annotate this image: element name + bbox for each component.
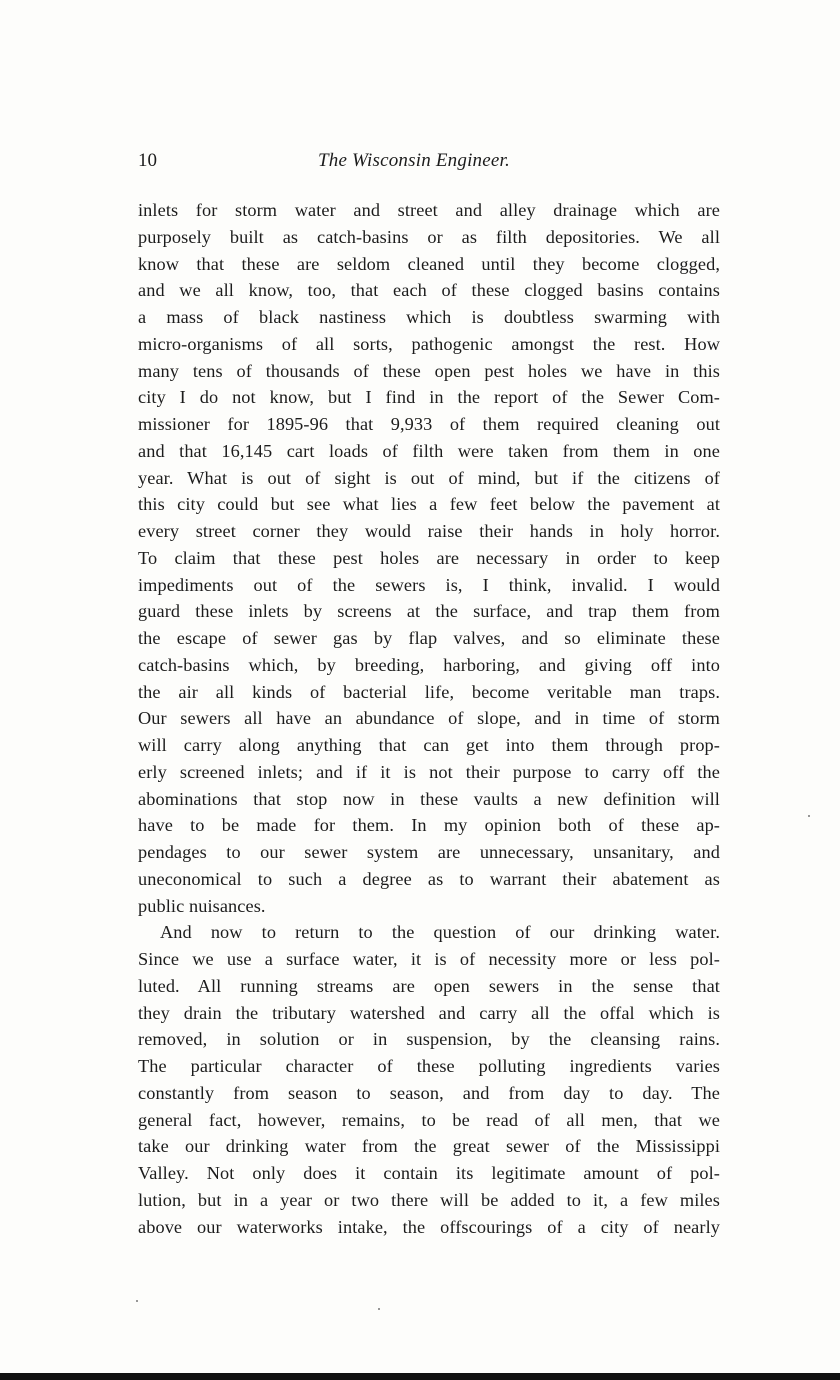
text-line: lution, but in a year or two there will be added to it, a few miles	[138, 1189, 720, 1210]
text-line: micro-organisms of all sorts, pathogenic amongst the rest. How	[138, 333, 720, 354]
text-line: guard these inlets by screens at the surface, and trap them from	[138, 601, 720, 622]
text-line: will carry along anything that can get into them through prop-	[138, 735, 720, 755]
text-line: above our waterworks intake, the offscourings of a city of nearly	[138, 1216, 720, 1237]
text-line: Valley. Not only does it contain its legitimate amount of pol-	[138, 1163, 720, 1183]
text-line: inlets for storm water and street and alley drainage which are	[138, 200, 720, 220]
text-line: the air all kinds of bacterial life, become veritable man traps.	[138, 681, 720, 702]
text-line: year. What is out of sight is out of mind, but if the citizens of	[138, 467, 720, 488]
text-line: Our sewers all have an abundance of slope, and in time of storm	[138, 708, 720, 729]
page-number: 10	[138, 150, 157, 171]
text-line: a mass of black nastiness which is doubtless swarming with	[138, 307, 720, 327]
text-line: and that 16,145 cart loads of filth were taken from them in one	[138, 440, 720, 461]
text-line: this city could but see what lies a few feet below the pavement at	[138, 494, 720, 515]
text-line: abominations that stop now in these vaults a new definition will	[138, 788, 720, 809]
text-line: The particular character of these polluting ingredients varies	[138, 1056, 720, 1076]
text-line: removed, in solution or in suspension, by the cleansing rains.	[138, 1029, 720, 1050]
text-line: pendages to our sewer system are unnecessary, unsanitary, and	[138, 842, 720, 862]
text-line: purposely built as catch-basins or as filth depositories. We all	[138, 226, 720, 247]
scan-bottom-edge	[0, 1373, 840, 1380]
text-line: general fact, however, remains, to be read of all men, that we	[138, 1109, 720, 1130]
text-line: missioner for 1895-96 that 9,933 of them required cleaning out	[138, 414, 720, 434]
scan-speck	[808, 815, 810, 817]
journal-title: The Wisconsin Engineer.	[318, 150, 510, 171]
text-line: take our drinking water from the great sewer of the Mississippi	[138, 1136, 720, 1157]
running-head	[138, 150, 728, 180]
paragraph-start-line: And now to return to the question of our drinking water.	[160, 922, 720, 943]
text-line: erly screened inlets; and if it is not their purpose to carry off the	[138, 761, 720, 782]
paragraph-end-line: public nuisances.	[138, 895, 266, 916]
text-line: have to be made for them. In my opinion both of these ap-	[138, 815, 720, 836]
text-line: luted. All running streams are open sewers in the sense that	[138, 975, 720, 996]
text-line: impediments out of the sewers is, I think, invalid. I would	[138, 574, 720, 595]
scan-speck	[378, 1308, 380, 1310]
text-line: Since we use a surface water, it is of necessity more or less pol-	[138, 949, 720, 969]
text-line: they drain the tributary watershed and carry all the offal which is	[138, 1002, 720, 1023]
text-line: city I do not know, but I find in the report of the Sewer Com-	[138, 387, 720, 408]
body-text	[138, 197, 720, 1240]
text-line: know that these are seldom cleaned until they become clogged,	[138, 253, 720, 274]
text-line: and we all know, too, that each of these clogged basins contains	[138, 280, 720, 301]
text-line: many tens of thousands of these open pest holes we have in this	[138, 360, 720, 381]
text-line: To claim that these pest holes are necessary in order to keep	[138, 547, 720, 568]
scan-speck	[136, 1300, 138, 1302]
text-line: constantly from season to season, and from day to day. The	[138, 1082, 720, 1103]
text-line: every street corner they would raise their hands in holy horror.	[138, 521, 720, 541]
text-line: catch-basins which, by breeding, harboring, and giving off into	[138, 654, 720, 675]
text-line: the escape of sewer gas by flap valves, and so eliminate these	[138, 628, 720, 648]
text-line: uneconomical to such a degree as to warrant their abatement as	[138, 868, 720, 889]
